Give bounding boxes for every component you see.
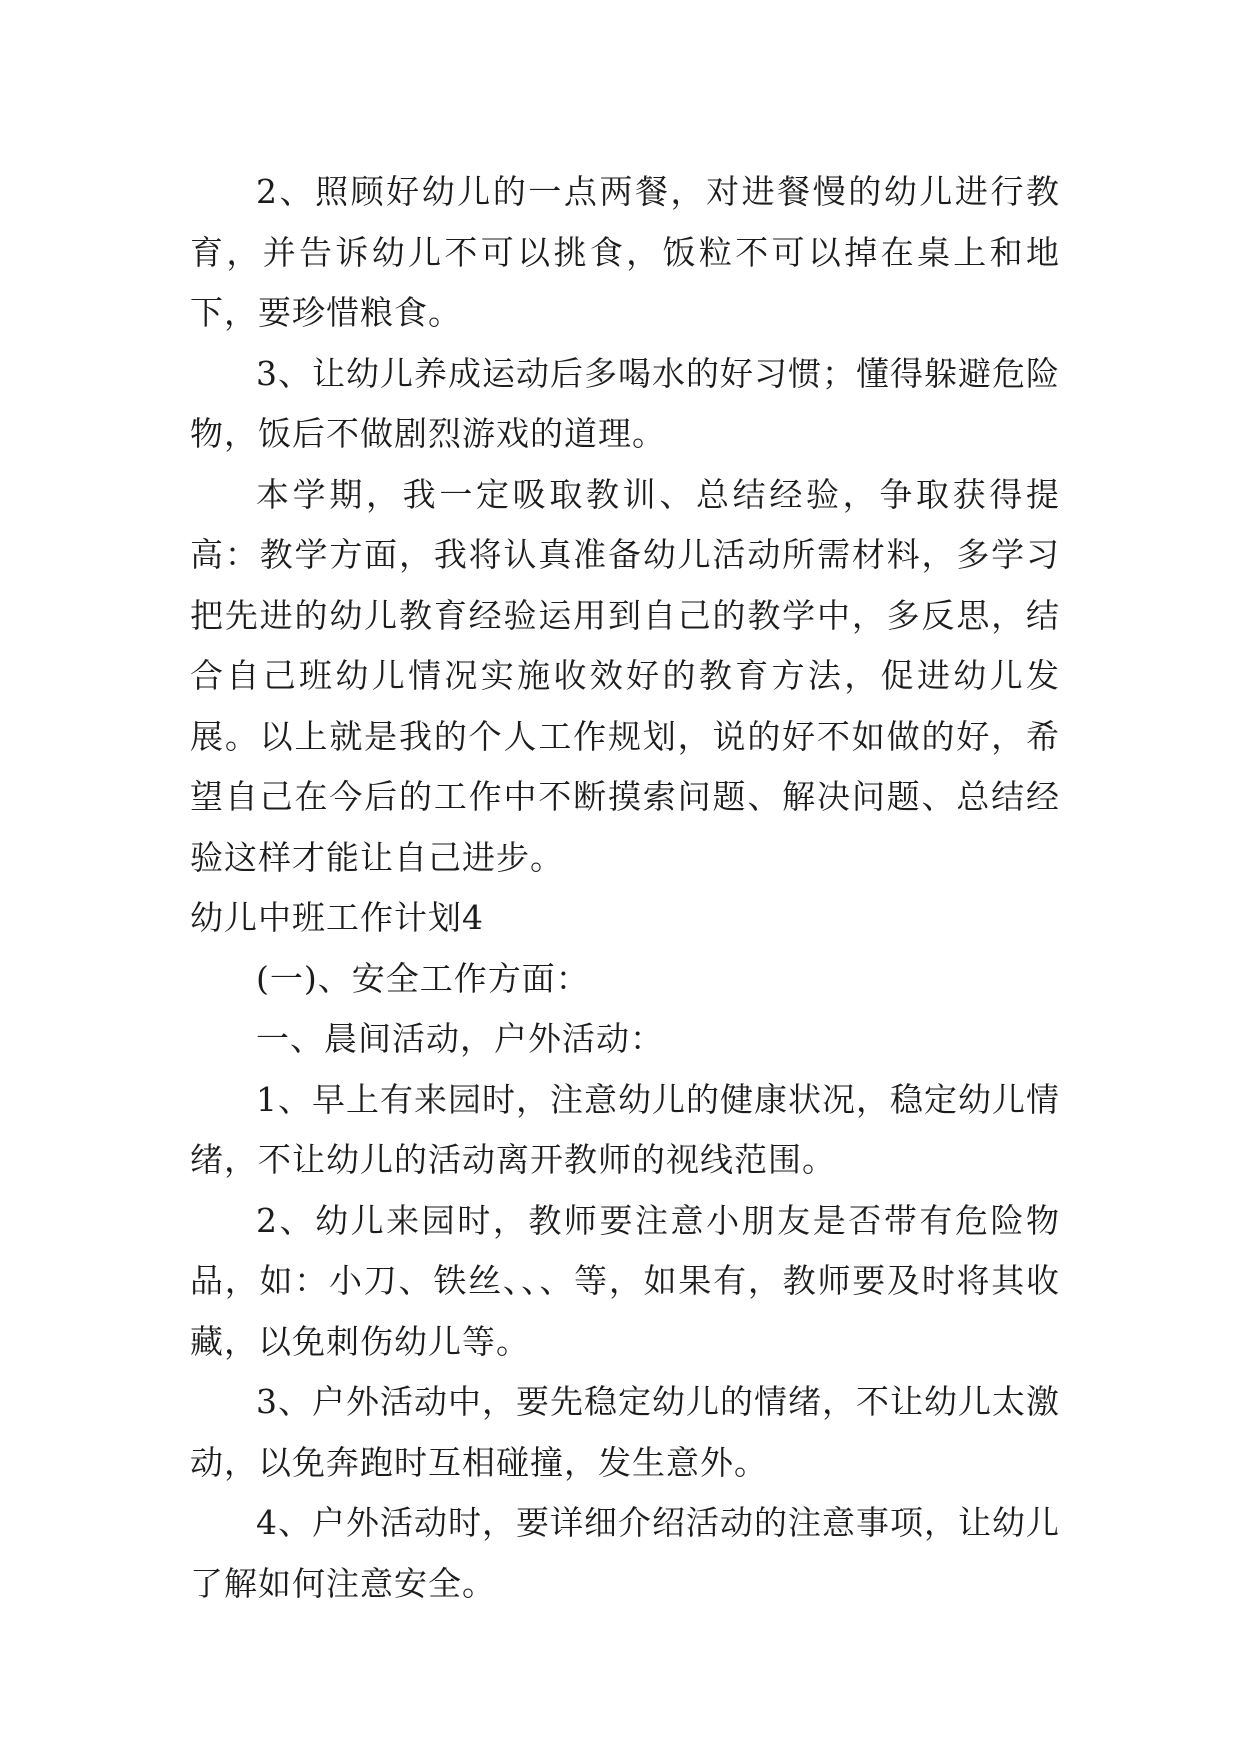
paragraph-semester-plan: 本学期，我一定吸取教训、总结经验，争取获得提高：教学方面，我将认真准备幼儿活动所需材料，多学习把先进的幼儿教育经验运用到自己的教学中，多反思，结合自己班幼儿情况实施收效好的教育方法，促进幼儿发展。以上就是我的个人工作规划，说的好不如做的好，希望自己在今后的工作中不断摸索问题、解决问题、总结经验这样才能让自己进步。 (190, 474, 1060, 877)
paragraph-item-1: 1、早上有来园时，注意幼儿的健康状况，稳定幼儿情绪，不让幼儿的活动离开教师的视线范围。 (190, 1079, 1060, 1179)
paragraph-morning-outdoor: 一、晨间活动，户外活动： (256, 1019, 664, 1058)
paragraph-item-2: 2、幼儿来园时，教师要注意小朋友是否带有危险物品，如：小刀、铁丝、、、等，如果有，教师要及时将其收藏，以免刺伤幼儿等。 (190, 1200, 1060, 1361)
paragraph-item-4: 4、户外活动时，要详细介绍活动的注意事项，让幼儿了解如何注意安全。 (190, 1503, 1060, 1603)
paragraph-safety-title: (一)、安全工作方面： (256, 958, 590, 998)
section-heading: 幼儿中班工作计划4 (190, 898, 484, 937)
paragraph-meal-care: 2、照顾好幼儿的一点两餐，对进餐慢的幼儿进行教育，并告诉幼儿不可以挑食，饭粒不可以掉在桌上和地下，要珍惜粮食。 (190, 172, 1060, 332)
paragraph-item-3: 3、户外活动中，要先稳定幼儿的情绪，不让幼儿太激动，以免奔跑时互相碰撞，发生意外。 (190, 1382, 1060, 1482)
paragraph-drink-water: 3、让幼儿养成运动后多喝水的好习惯；懂得躲避危险物，饭后不做剧烈游戏的道理。 (190, 353, 1060, 453)
document-body (190, 162, 1060, 1614)
